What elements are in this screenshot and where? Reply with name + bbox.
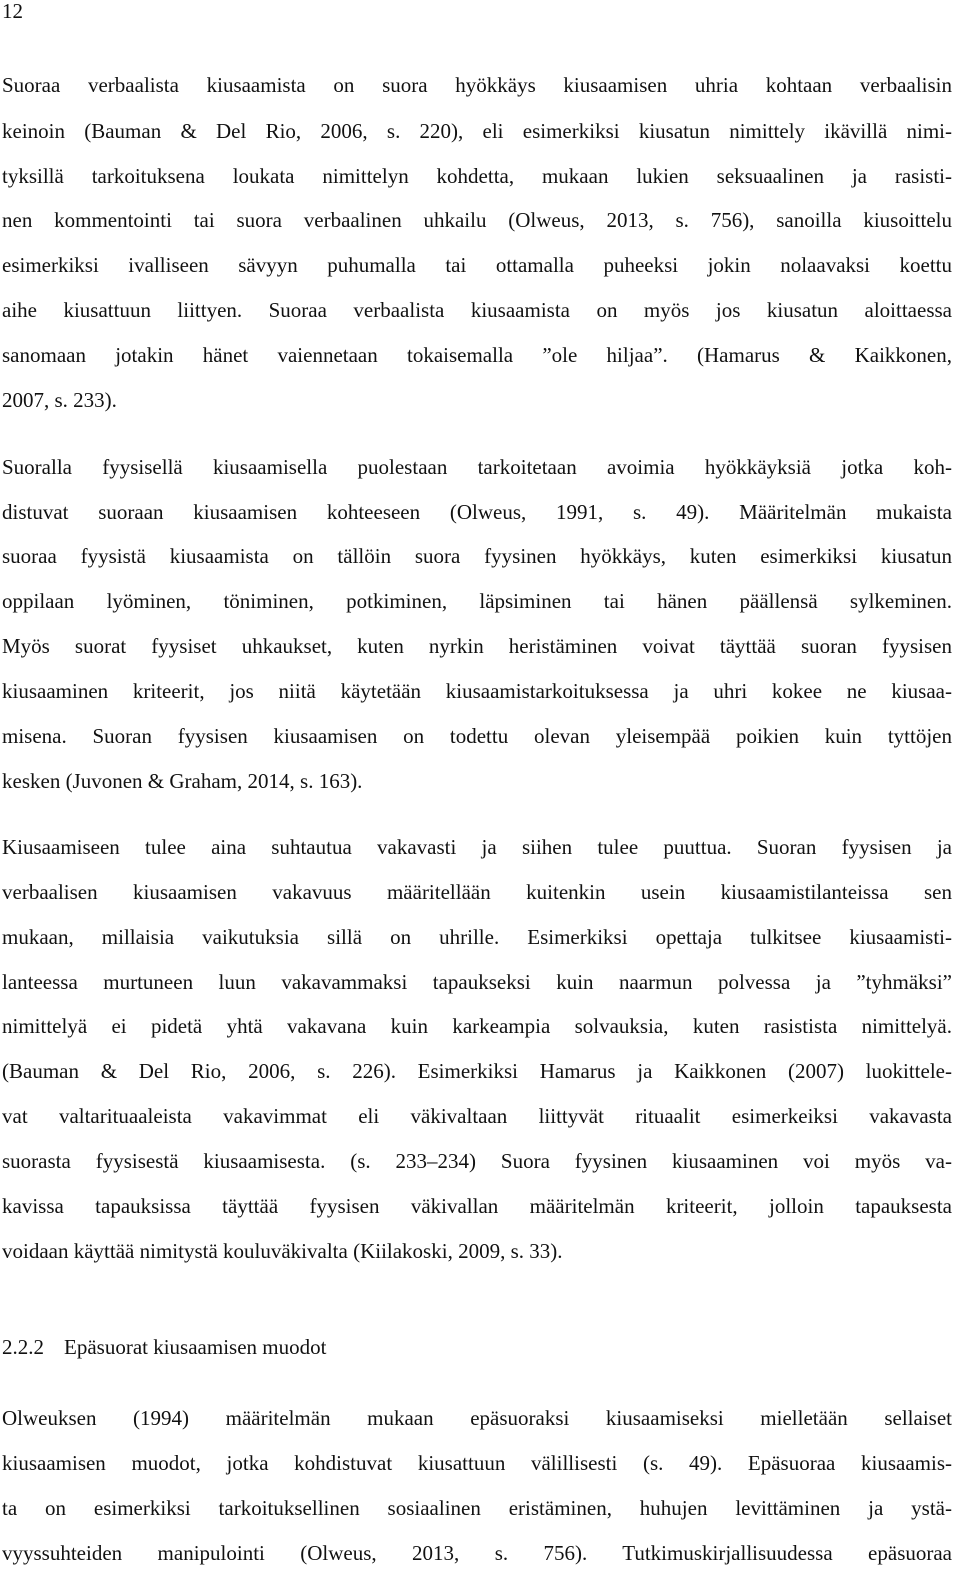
section-number: 2.2.2 xyxy=(2,1335,44,1359)
text-line: sanomaan jotakin hänet vaiennetaan tokaisemalla ”ole hiljaa”. (Hamarus & Kaikkonen, xyxy=(2,343,952,367)
text-line: mukaan, millaisia vaikutuksia sillä on uhrille. Esimerkiksi opettaja tulkitsee kiusaamisti- xyxy=(2,925,952,949)
text-line: suoraa fyysistä kiusaamista on tällöin suora fyysinen hyökkäys, kuten esimerkiksi kiusatun xyxy=(2,544,952,568)
text-line: distuvat suoraan kiusaamisen kohteeseen (Olweus, 1991, s. 49). Määritelmän mukaista xyxy=(2,500,952,524)
text-line: aihe kiusattuun liittyen. Suoraa verbaalista kiusaamista on myös jos kiusatun aloittaessa xyxy=(2,298,952,322)
text-line: kiusaaminen kriteerit, jos niitä käytetään kiusaamistarkoituksessa ja uhri kokee ne kiusaa- xyxy=(2,679,952,703)
text-line: kiusaamisen muodot, jotka kohdistuvat kiusattuun välillisesti (s. 49). Epäsuoraa kiusaamis- xyxy=(2,1451,952,1475)
text-line: nen kommentointi tai suora verbaalinen uhkailu (Olweus, 2013, s. 756), sanoilla kiusoittelu xyxy=(2,208,952,232)
text-line: esimerkiksi ivalliseen sävyyn puhumalla tai ottamalla puheeksi jokin nolaavaksi koettu xyxy=(2,253,952,277)
text-line: vyyssuhteiden manipulointi (Olweus, 2013, s. 756). Tutkimuskirjallisuudessa epäsuoraa xyxy=(2,1541,952,1565)
text-line: 2007, s. 233). xyxy=(2,388,117,412)
page-number: 12 xyxy=(2,0,23,23)
text-line: lanteessa murtuneen luun vakavammaksi tapaukseksi kuin naarmun polvessa ja ”tyhmäksi” xyxy=(2,970,952,994)
text-line: kavissa tapauksissa täyttää fyysisen väkivallan määritelmän kriteerit, jolloin tapauksesta xyxy=(2,1194,952,1218)
text-line: ta on esimerkiksi tarkoituksellinen sosiaalinen eristäminen, huhujen levittäminen ja ystä- xyxy=(2,1496,952,1520)
text-line: keinoin (Bauman & Del Rio, 2006, s. 220), eli esimerkiksi kiusatun nimittely ikävillä nimi- xyxy=(2,119,952,143)
section-title: Epäsuorat kiusaamisen muodot xyxy=(64,1335,327,1359)
text-line: tyksillä tarkoituksena loukata nimittelyn kohdetta, mukaan lukien seksuaalinen ja rasisti- xyxy=(2,164,952,188)
text-line: Suoralla fyysisellä kiusaamisella puolestaan tarkoitetaan avoimia hyökkäyksiä jotka koh- xyxy=(2,455,952,479)
text-line: nimittelyä ei pidetä yhtä vakavana kuin karkeampia solvauksia, kuten rasistista nimittelyä. xyxy=(2,1014,952,1038)
section-heading xyxy=(2,1333,326,1361)
text-line: vat valtarituaaleista vakavimmat eli väkivaltaan liittyvät rituaalit esimerkeiksi vakavasta xyxy=(2,1104,952,1128)
text-line: kesken (Juvonen & Graham, 2014, s. 163). xyxy=(2,769,363,793)
text-line: Olweuksen (1994) määritelmän mukaan epäsuoraksi kiusaamiseksi mielletään sellaiset xyxy=(2,1406,952,1430)
text-line: Suoraa verbaalista kiusaamista on suora hyökkäys kiusaamisen uhria kohtaan verbaalisin xyxy=(2,73,952,97)
text-line: Kiusaamiseen tulee aina suhtautua vakavasti ja siihen tulee puuttua. Suoran fyysisen ja xyxy=(2,835,952,859)
text-line: suorasta fyysisestä kiusaamisesta. (s. 233–234) Suora fyysinen kiusaaminen voi myös va- xyxy=(2,1149,952,1173)
text-line: oppilaan lyöminen, töniminen, potkiminen, läpsiminen tai hänen päällensä sylkeminen. xyxy=(2,589,952,613)
text-line: misena. Suoran fyysisen kiusaamisen on todettu olevan yleisempää poikien kuin tyttöjen xyxy=(2,724,952,748)
text-line: Myös suorat fyysiset uhkaukset, kuten nyrkin heristäminen voivat täyttää suoran fyysisen xyxy=(2,634,952,658)
text-line: voidaan käyttää nimitystä kouluväkivalta (Kiilakoski, 2009, s. 33). xyxy=(2,1239,563,1263)
text-line: (Bauman & Del Rio, 2006, s. 226). Esimerkiksi Hamarus ja Kaikkonen (2007) luokittele- xyxy=(2,1059,952,1083)
text-line: verbaalisen kiusaamisen vakavuus määritellään kuitenkin usein kiusaamistilanteissa sen xyxy=(2,880,952,904)
